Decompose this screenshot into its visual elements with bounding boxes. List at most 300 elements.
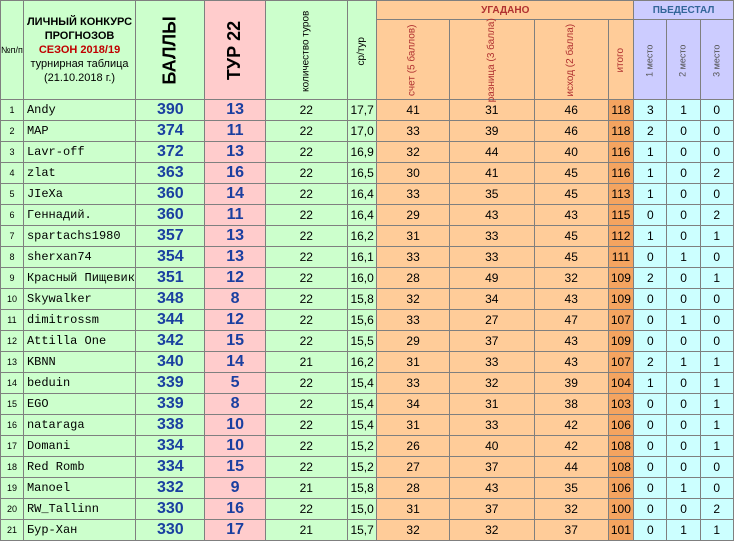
rank-cell: 15 [1,394,24,415]
table-body [1,100,734,541]
third-place-cell: 2 [700,163,733,184]
exact-score-cell: 29 [377,205,449,226]
table-row [1,352,734,373]
tours-count-cell: 22 [265,142,347,163]
total-cell: 107 [608,352,634,373]
second-place-cell: 0 [667,331,700,352]
total-cell: 109 [608,268,634,289]
avg-cell: 17,7 [347,100,377,121]
tours-count-cell: 22 [265,205,347,226]
difference-cell: 40 [449,436,534,457]
tour-points-cell: 9 [205,478,265,499]
points-cell: 334 [136,457,205,478]
avg-cell: 16,1 [347,247,377,268]
rank-cell: 16 [1,415,24,436]
total-cell: 106 [608,478,634,499]
table-row [1,100,734,121]
first-place-cell: 0 [634,520,667,541]
difference-cell: 49 [449,268,534,289]
second-place-cell: 0 [667,394,700,415]
total-cell: 118 [608,121,634,142]
difference-cell: 37 [449,499,534,520]
points-cell: 338 [136,415,205,436]
third-place-cell: 1 [700,352,733,373]
points-cell: 348 [136,289,205,310]
player-name: Attilla One [23,331,135,352]
tours-count-cell: 22 [265,100,347,121]
tour-points-cell: 12 [205,310,265,331]
second-place-cell: 0 [667,121,700,142]
rank-cell: 6 [1,205,24,226]
tour-points-cell: 8 [205,394,265,415]
difference-cell: 43 [449,205,534,226]
outcome-cell: 45 [534,163,608,184]
tours-count-cell: 22 [265,268,347,289]
tours-count-cell: 21 [265,478,347,499]
tours-count-cell: 21 [265,352,347,373]
table-row [1,184,734,205]
points-cell: 360 [136,184,205,205]
third-place-cell: 0 [700,184,733,205]
difference-cell: 37 [449,457,534,478]
subtitle: турнирная таблица [30,58,129,70]
third-place-cell: 0 [700,310,733,331]
tours-count-cell: 22 [265,289,347,310]
points-cell: 344 [136,310,205,331]
first-place-cell: 2 [634,352,667,373]
tours-count-cell: 22 [265,394,347,415]
points-cell: 342 [136,331,205,352]
second-place-cell: 1 [667,100,700,121]
second-place-cell: 0 [667,184,700,205]
third-place-cell: 0 [700,331,733,352]
first-place-cell: 0 [634,478,667,499]
second-place-header: 2 место [667,20,700,100]
outcome-cell: 45 [534,247,608,268]
avg-cell: 15,6 [347,310,377,331]
tour-points-cell: 10 [205,436,265,457]
total-header: итого [608,20,634,100]
third-place-cell: 1 [700,436,733,457]
difference-cell: 33 [449,247,534,268]
avg-cell: 15,2 [347,436,377,457]
total-cell: 112 [608,226,634,247]
tours-count-cell: 22 [265,310,347,331]
outcome-cell: 32 [534,268,608,289]
third-place-cell: 1 [700,394,733,415]
points-cell: 330 [136,520,205,541]
player-name: sherxan74 [23,247,135,268]
first-place-cell: 0 [634,205,667,226]
table-title [23,1,135,100]
third-place-cell: 0 [700,247,733,268]
outcome-cell: 40 [534,142,608,163]
total-cell: 109 [608,331,634,352]
tours-count-cell: 22 [265,457,347,478]
player-name: Red Romb [23,457,135,478]
tour-header: ТУР 22 [205,1,265,100]
difference-cell: 37 [449,331,534,352]
title-line2: ПРОГНОЗОВ [44,30,115,42]
player-name: MAP [23,121,135,142]
first-place-cell: 2 [634,268,667,289]
third-place-cell: 0 [700,100,733,121]
exact-score-cell: 33 [377,373,449,394]
tours-count-cell: 22 [265,247,347,268]
first-place-cell: 1 [634,226,667,247]
first-place-cell: 1 [634,142,667,163]
total-cell: 109 [608,289,634,310]
second-place-cell: 1 [667,520,700,541]
rank-cell: 14 [1,373,24,394]
exact-score-cell: 41 [377,100,449,121]
first-place-cell: 2 [634,121,667,142]
difference-header: разница (3 балла) [449,20,534,100]
points-cell: 340 [136,352,205,373]
first-place-cell: 0 [634,247,667,268]
third-place-cell: 1 [700,415,733,436]
tours-count-cell: 22 [265,331,347,352]
total-cell: 111 [608,247,634,268]
tours-count-cell: 21 [265,520,347,541]
third-place-cell: 1 [700,268,733,289]
first-place-cell: 0 [634,310,667,331]
tour-points-cell: 14 [205,184,265,205]
points-cell: 360 [136,205,205,226]
second-place-cell: 1 [667,310,700,331]
table-row [1,163,734,184]
tour-points-cell: 11 [205,121,265,142]
second-place-cell: 0 [667,163,700,184]
table-row [1,226,734,247]
difference-cell: 31 [449,394,534,415]
first-place-cell: 0 [634,394,667,415]
rank-cell: 3 [1,142,24,163]
avg-cell: 16,4 [347,184,377,205]
tours-count-cell: 22 [265,373,347,394]
third-place-cell: 0 [700,121,733,142]
tour-points-cell: 13 [205,100,265,121]
total-cell: 113 [608,184,634,205]
avg-cell: 15,8 [347,478,377,499]
outcome-cell: 45 [534,226,608,247]
difference-cell: 34 [449,289,534,310]
second-place-cell: 0 [667,373,700,394]
avg-header: ср/тур [347,1,377,100]
exact-score-cell: 32 [377,520,449,541]
player-name: zlat [23,163,135,184]
avg-cell: 16,2 [347,226,377,247]
points-cell: 339 [136,394,205,415]
avg-cell: 15,4 [347,415,377,436]
table-row [1,478,734,499]
second-place-cell: 0 [667,142,700,163]
player-name: dimitrossm [23,310,135,331]
tours-count-cell: 22 [265,415,347,436]
avg-cell: 16,9 [347,142,377,163]
rank-cell: 5 [1,184,24,205]
first-place-cell: 1 [634,163,667,184]
rank-header: №п/п [1,1,24,100]
second-place-cell: 0 [667,436,700,457]
second-place-cell: 0 [667,205,700,226]
first-place-cell: 3 [634,100,667,121]
total-cell: 107 [608,310,634,331]
exact-score-cell: 31 [377,499,449,520]
rank-cell: 2 [1,121,24,142]
outcome-cell: 46 [534,121,608,142]
table-row [1,289,734,310]
points-header: БАЛЛЫ [136,1,205,100]
exact-score-cell: 32 [377,142,449,163]
player-name: Manoel [23,478,135,499]
second-place-cell: 1 [667,247,700,268]
total-cell: 108 [608,457,634,478]
exact-score-cell: 31 [377,415,449,436]
second-place-cell: 0 [667,268,700,289]
avg-cell: 16,5 [347,163,377,184]
tours-count-header: количество туров [265,1,347,100]
table-row [1,394,734,415]
difference-cell: 32 [449,373,534,394]
third-place-cell: 2 [700,499,733,520]
outcome-cell: 46 [534,100,608,121]
points-cell: 334 [136,436,205,457]
third-place-cell: 0 [700,457,733,478]
tour-points-cell: 8 [205,289,265,310]
second-place-cell: 0 [667,415,700,436]
table-row [1,415,734,436]
exact-score-cell: 26 [377,436,449,457]
avg-cell: 16,2 [347,352,377,373]
table-row [1,520,734,541]
tour-points-cell: 16 [205,499,265,520]
first-place-cell: 0 [634,415,667,436]
tours-count-cell: 22 [265,163,347,184]
player-name: Andy [23,100,135,121]
table-row [1,121,734,142]
exact-score-cell: 28 [377,268,449,289]
rank-cell: 18 [1,457,24,478]
rank-cell: 8 [1,247,24,268]
difference-cell: 31 [449,100,534,121]
tour-points-cell: 15 [205,457,265,478]
first-place-cell: 1 [634,184,667,205]
podium-group-header: ПЬЕДЕСТАЛ [634,1,734,20]
tours-count-cell: 22 [265,184,347,205]
tour-points-cell: 17 [205,520,265,541]
outcome-cell: 43 [534,289,608,310]
total-cell: 116 [608,163,634,184]
second-place-cell: 0 [667,289,700,310]
second-place-cell: 0 [667,226,700,247]
rank-cell: 12 [1,331,24,352]
table-row [1,457,734,478]
season-label: СЕЗОН 2018/19 [38,44,121,56]
player-name: KBNN [23,352,135,373]
avg-cell: 15,0 [347,499,377,520]
rank-cell: 21 [1,520,24,541]
outcome-cell: 35 [534,478,608,499]
points-cell: 332 [136,478,205,499]
points-cell: 357 [136,226,205,247]
exact-score-cell: 31 [377,226,449,247]
exact-score-cell: 33 [377,247,449,268]
first-place-header: 1 место [634,20,667,100]
difference-cell: 44 [449,142,534,163]
tour-points-cell: 16 [205,163,265,184]
tour-points-cell: 12 [205,268,265,289]
outcome-cell: 43 [534,205,608,226]
rank-cell: 9 [1,268,24,289]
points-cell: 372 [136,142,205,163]
rank-cell: 17 [1,436,24,457]
second-place-cell: 1 [667,478,700,499]
third-place-cell: 2 [700,205,733,226]
points-cell: 363 [136,163,205,184]
player-name: Геннадий. [23,205,135,226]
exact-score-cell: 30 [377,163,449,184]
points-cell: 351 [136,268,205,289]
exact-score-cell: 34 [377,394,449,415]
third-place-cell: 1 [700,520,733,541]
total-cell: 103 [608,394,634,415]
second-place-cell: 1 [667,352,700,373]
table-row [1,310,734,331]
difference-cell: 43 [449,478,534,499]
avg-cell: 16,4 [347,205,377,226]
difference-cell: 33 [449,415,534,436]
difference-cell: 32 [449,520,534,541]
table-row [1,373,734,394]
date-label: (21.10.2018 г.) [43,72,116,84]
table-row [1,268,734,289]
total-cell: 115 [608,205,634,226]
outcome-cell: 43 [534,352,608,373]
table-row [1,331,734,352]
rank-cell: 10 [1,289,24,310]
exact-score-cell: 29 [377,331,449,352]
tours-count-cell: 22 [265,436,347,457]
player-name: Красный Пищевик [23,268,135,289]
exact-score-cell: 33 [377,121,449,142]
player-name: Skywalker [23,289,135,310]
table-row [1,205,734,226]
second-place-cell: 0 [667,499,700,520]
second-place-cell: 0 [667,457,700,478]
outcome-cell: 37 [534,520,608,541]
total-cell: 100 [608,499,634,520]
third-place-cell: 1 [700,373,733,394]
outcome-cell: 47 [534,310,608,331]
total-cell: 108 [608,436,634,457]
difference-cell: 33 [449,226,534,247]
table-row [1,247,734,268]
outcome-cell: 42 [534,436,608,457]
total-cell: 101 [608,520,634,541]
difference-cell: 35 [449,184,534,205]
first-place-cell: 0 [634,331,667,352]
first-place-cell: 1 [634,373,667,394]
player-name: EGO [23,394,135,415]
points-cell: 390 [136,100,205,121]
third-place-cell: 0 [700,142,733,163]
difference-cell: 33 [449,352,534,373]
first-place-cell: 0 [634,436,667,457]
exact-score-cell: 27 [377,457,449,478]
outcome-cell: 42 [534,415,608,436]
rank-cell: 1 [1,100,24,121]
outcome-header: исход (2 балла) [534,20,608,100]
rank-cell: 7 [1,226,24,247]
total-cell: 116 [608,142,634,163]
points-cell: 354 [136,247,205,268]
outcome-cell: 38 [534,394,608,415]
table-row [1,499,734,520]
points-cell: 330 [136,499,205,520]
rank-cell: 13 [1,352,24,373]
player-name: Lavr-off [23,142,135,163]
tours-count-cell: 22 [265,121,347,142]
tour-points-cell: 14 [205,352,265,373]
tour-points-cell: 13 [205,142,265,163]
player-name: beduin [23,373,135,394]
difference-cell: 41 [449,163,534,184]
avg-cell: 15,4 [347,373,377,394]
rank-cell: 4 [1,163,24,184]
avg-cell: 15,5 [347,331,377,352]
total-cell: 118 [608,100,634,121]
table-row [1,142,734,163]
points-cell: 374 [136,121,205,142]
player-name: RW_Tallinn [23,499,135,520]
guessed-group-header: УГАДАНО [377,1,634,20]
rank-cell: 19 [1,478,24,499]
avg-cell: 16,0 [347,268,377,289]
difference-cell: 39 [449,121,534,142]
tour-points-cell: 11 [205,205,265,226]
tours-count-cell: 22 [265,226,347,247]
tour-points-cell: 15 [205,331,265,352]
outcome-cell: 44 [534,457,608,478]
third-place-cell: 1 [700,226,733,247]
outcome-cell: 39 [534,373,608,394]
tour-points-cell: 5 [205,373,265,394]
title-line1: ЛИЧНЫЙ КОНКУРС [26,16,133,28]
third-place-cell: 0 [700,478,733,499]
avg-cell: 15,7 [347,520,377,541]
outcome-cell: 45 [534,184,608,205]
player-name: spartachs1980 [23,226,135,247]
tour-points-cell: 10 [205,415,265,436]
exact-score-cell: 32 [377,289,449,310]
avg-cell: 15,4 [347,394,377,415]
avg-cell: 15,8 [347,289,377,310]
rank-cell: 11 [1,310,24,331]
outcome-cell: 43 [534,331,608,352]
player-name: JIeXa [23,184,135,205]
tour-points-cell: 13 [205,247,265,268]
avg-cell: 15,2 [347,457,377,478]
exact-score-cell: 33 [377,184,449,205]
player-name: Бур-Хан [23,520,135,541]
tour-points-cell: 13 [205,226,265,247]
table-row [1,436,734,457]
exact-score-cell: 28 [377,478,449,499]
player-name: Domani [23,436,135,457]
outcome-cell: 32 [534,499,608,520]
exact-score-header: счет (5 баллов) [377,20,449,100]
